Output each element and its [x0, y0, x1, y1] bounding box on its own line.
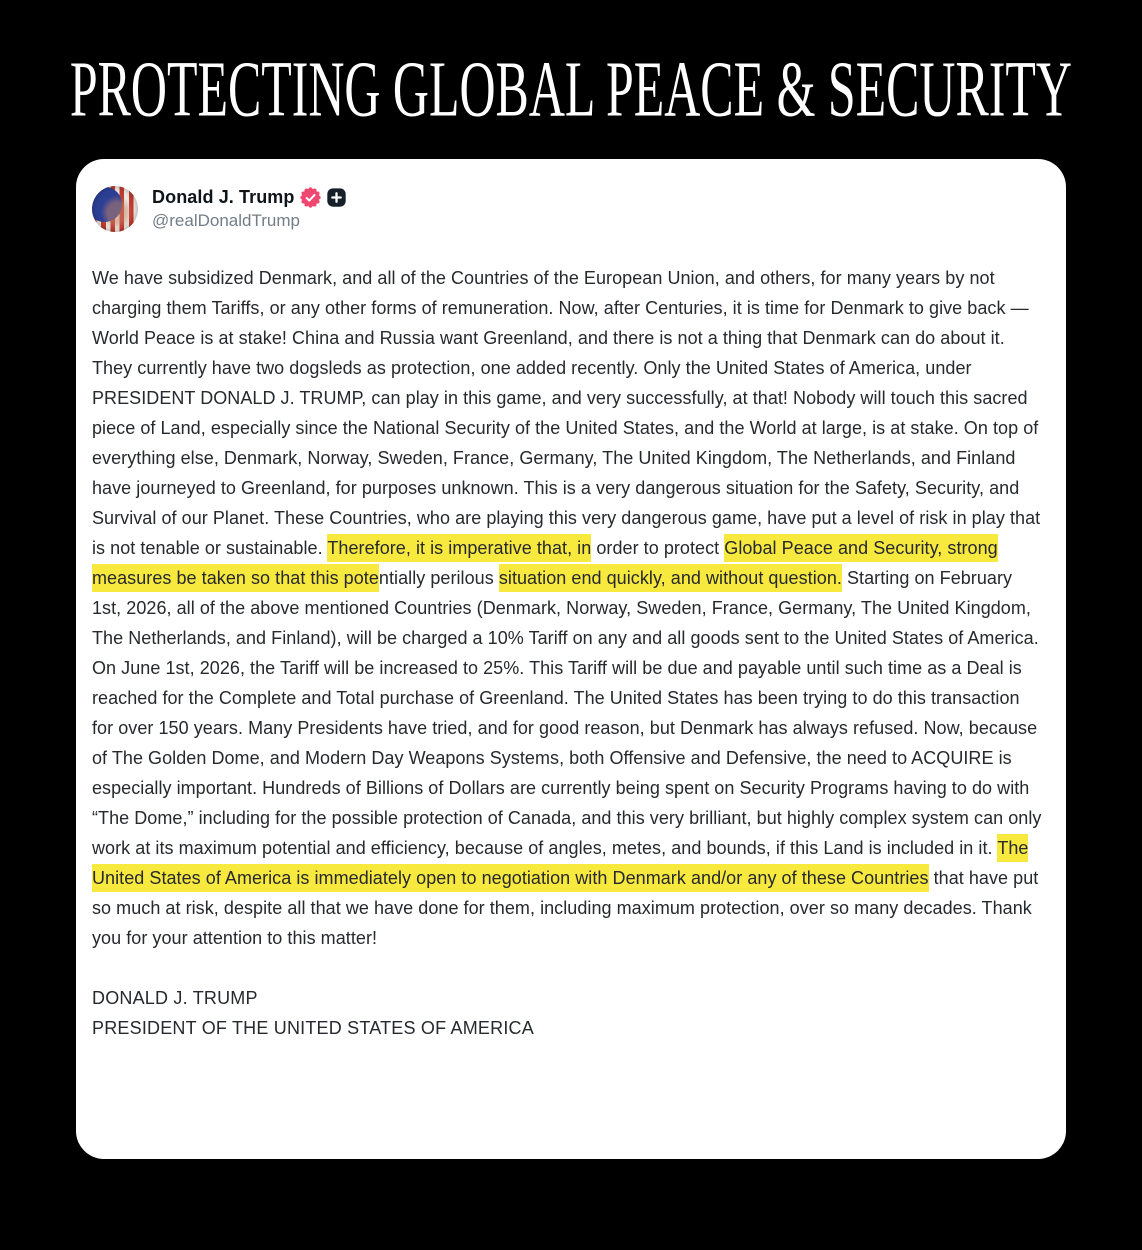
body-text-segment: ntially perilous	[378, 568, 499, 588]
highlighted-text-segment: The United States of America is immediately open to negotiation with Denmark and/or any of these Countries	[92, 834, 1028, 892]
signature-title: PRESIDENT OF THE UNITED STATES OF AMERICA	[92, 1018, 534, 1038]
author-row	[152, 187, 347, 208]
post-header	[92, 186, 1042, 232]
body-text-segment: order to protect	[591, 538, 725, 558]
author-handle[interactable]: @realDonaldTrump	[152, 211, 300, 230]
body-text-segment: that have put so much at risk, despite all that we have done for them, including maximum protection, over so many decades. Thank you for your attention to this matter!	[92, 868, 1039, 948]
verified-seal-check-icon	[300, 187, 321, 208]
body-text-segment: Starting on February 1st, 2026, all of the above mentioned Countries (Denmark, Norway, Sweden, France, Germany, The United Kingdom, The Netherlands, and Finland), will be charged a 10% Tariff on any and all goods sent to the United States of America. On June 1st, 2026, the Tariff will be increased to 25%. This Tariff will be due and payable until such time as a Deal is reached for the Complete and Total purchase of Greenland. The United States has been trying to do this transaction for over 150 years. Many Presidents have tried, and for good reason, but Denmark has always refused. Now, because of The Golden Dome, and Modern Day Weapons Systems, both Offensive and Defensive, the need to ACQUIRE is especially important. Hundreds of Billions of Dollars are currently being spent on Security Programs having to do with “The Dome,” including for the possible protection of Canada, and this very brilliant, but highly complex system can only work at its maximum potential and efficiency, because of angles, metes, and bounds, if this Land is included in it.	[92, 568, 1042, 858]
highlighted-text-segment: situation end quickly, and without question.	[499, 564, 842, 592]
post-card	[76, 159, 1066, 1159]
author-name[interactable]: Donald J. Trump	[152, 187, 295, 207]
post-signature	[92, 983, 1042, 1043]
body-text-segment: We have subsidized Denmark, and all of the Countries of the European Union, and others, for many years by not charging them Tariffs, or any other forms of remuneration. Now, after Centuries, it is time for Denmark to give back — World Peace is at stake! China and Russia want Greenland, and there is not a thing that Denmark can do about it. They currently have two dogsleds as protection, one added recently. Only the United States of America, under PRESIDENT DONALD J. TRUMP, can play in this game, and very successfully, at that! Nobody will touch this sacred piece of Land, especially since the National Security of the United States, and the World at large, is at stake. On top of everything else, Denmark, Norway, Sweden, France, Germany, The United Kingdom, The Netherlands, and Finland have journeyed to Greenland, for purposes unknown. This is a very dangerous situation for the Safety, Security, and Survival of our Planet. These Countries, who are playing this very dangerous game, have put a level of risk in play that is not tenable or sustainable.	[92, 268, 1041, 558]
headline: PROTECTING GLOBAL PEACE & SECURITY	[69, 44, 1073, 133]
signature-name: DONALD J. TRUMP	[92, 988, 258, 1008]
post-body-text	[92, 263, 1042, 953]
highlighted-text-segment: Therefore, it is imperative that, in	[327, 534, 591, 562]
author-block	[152, 187, 347, 231]
page	[0, 44, 1142, 1250]
plus-badge-icon	[326, 187, 347, 208]
headline-container	[0, 44, 1142, 133]
flag-painted-face-avatar[interactable]	[92, 186, 138, 232]
highlighted-text-segment: Global Peace and Security, strong measures be taken so that this pote	[92, 534, 998, 592]
